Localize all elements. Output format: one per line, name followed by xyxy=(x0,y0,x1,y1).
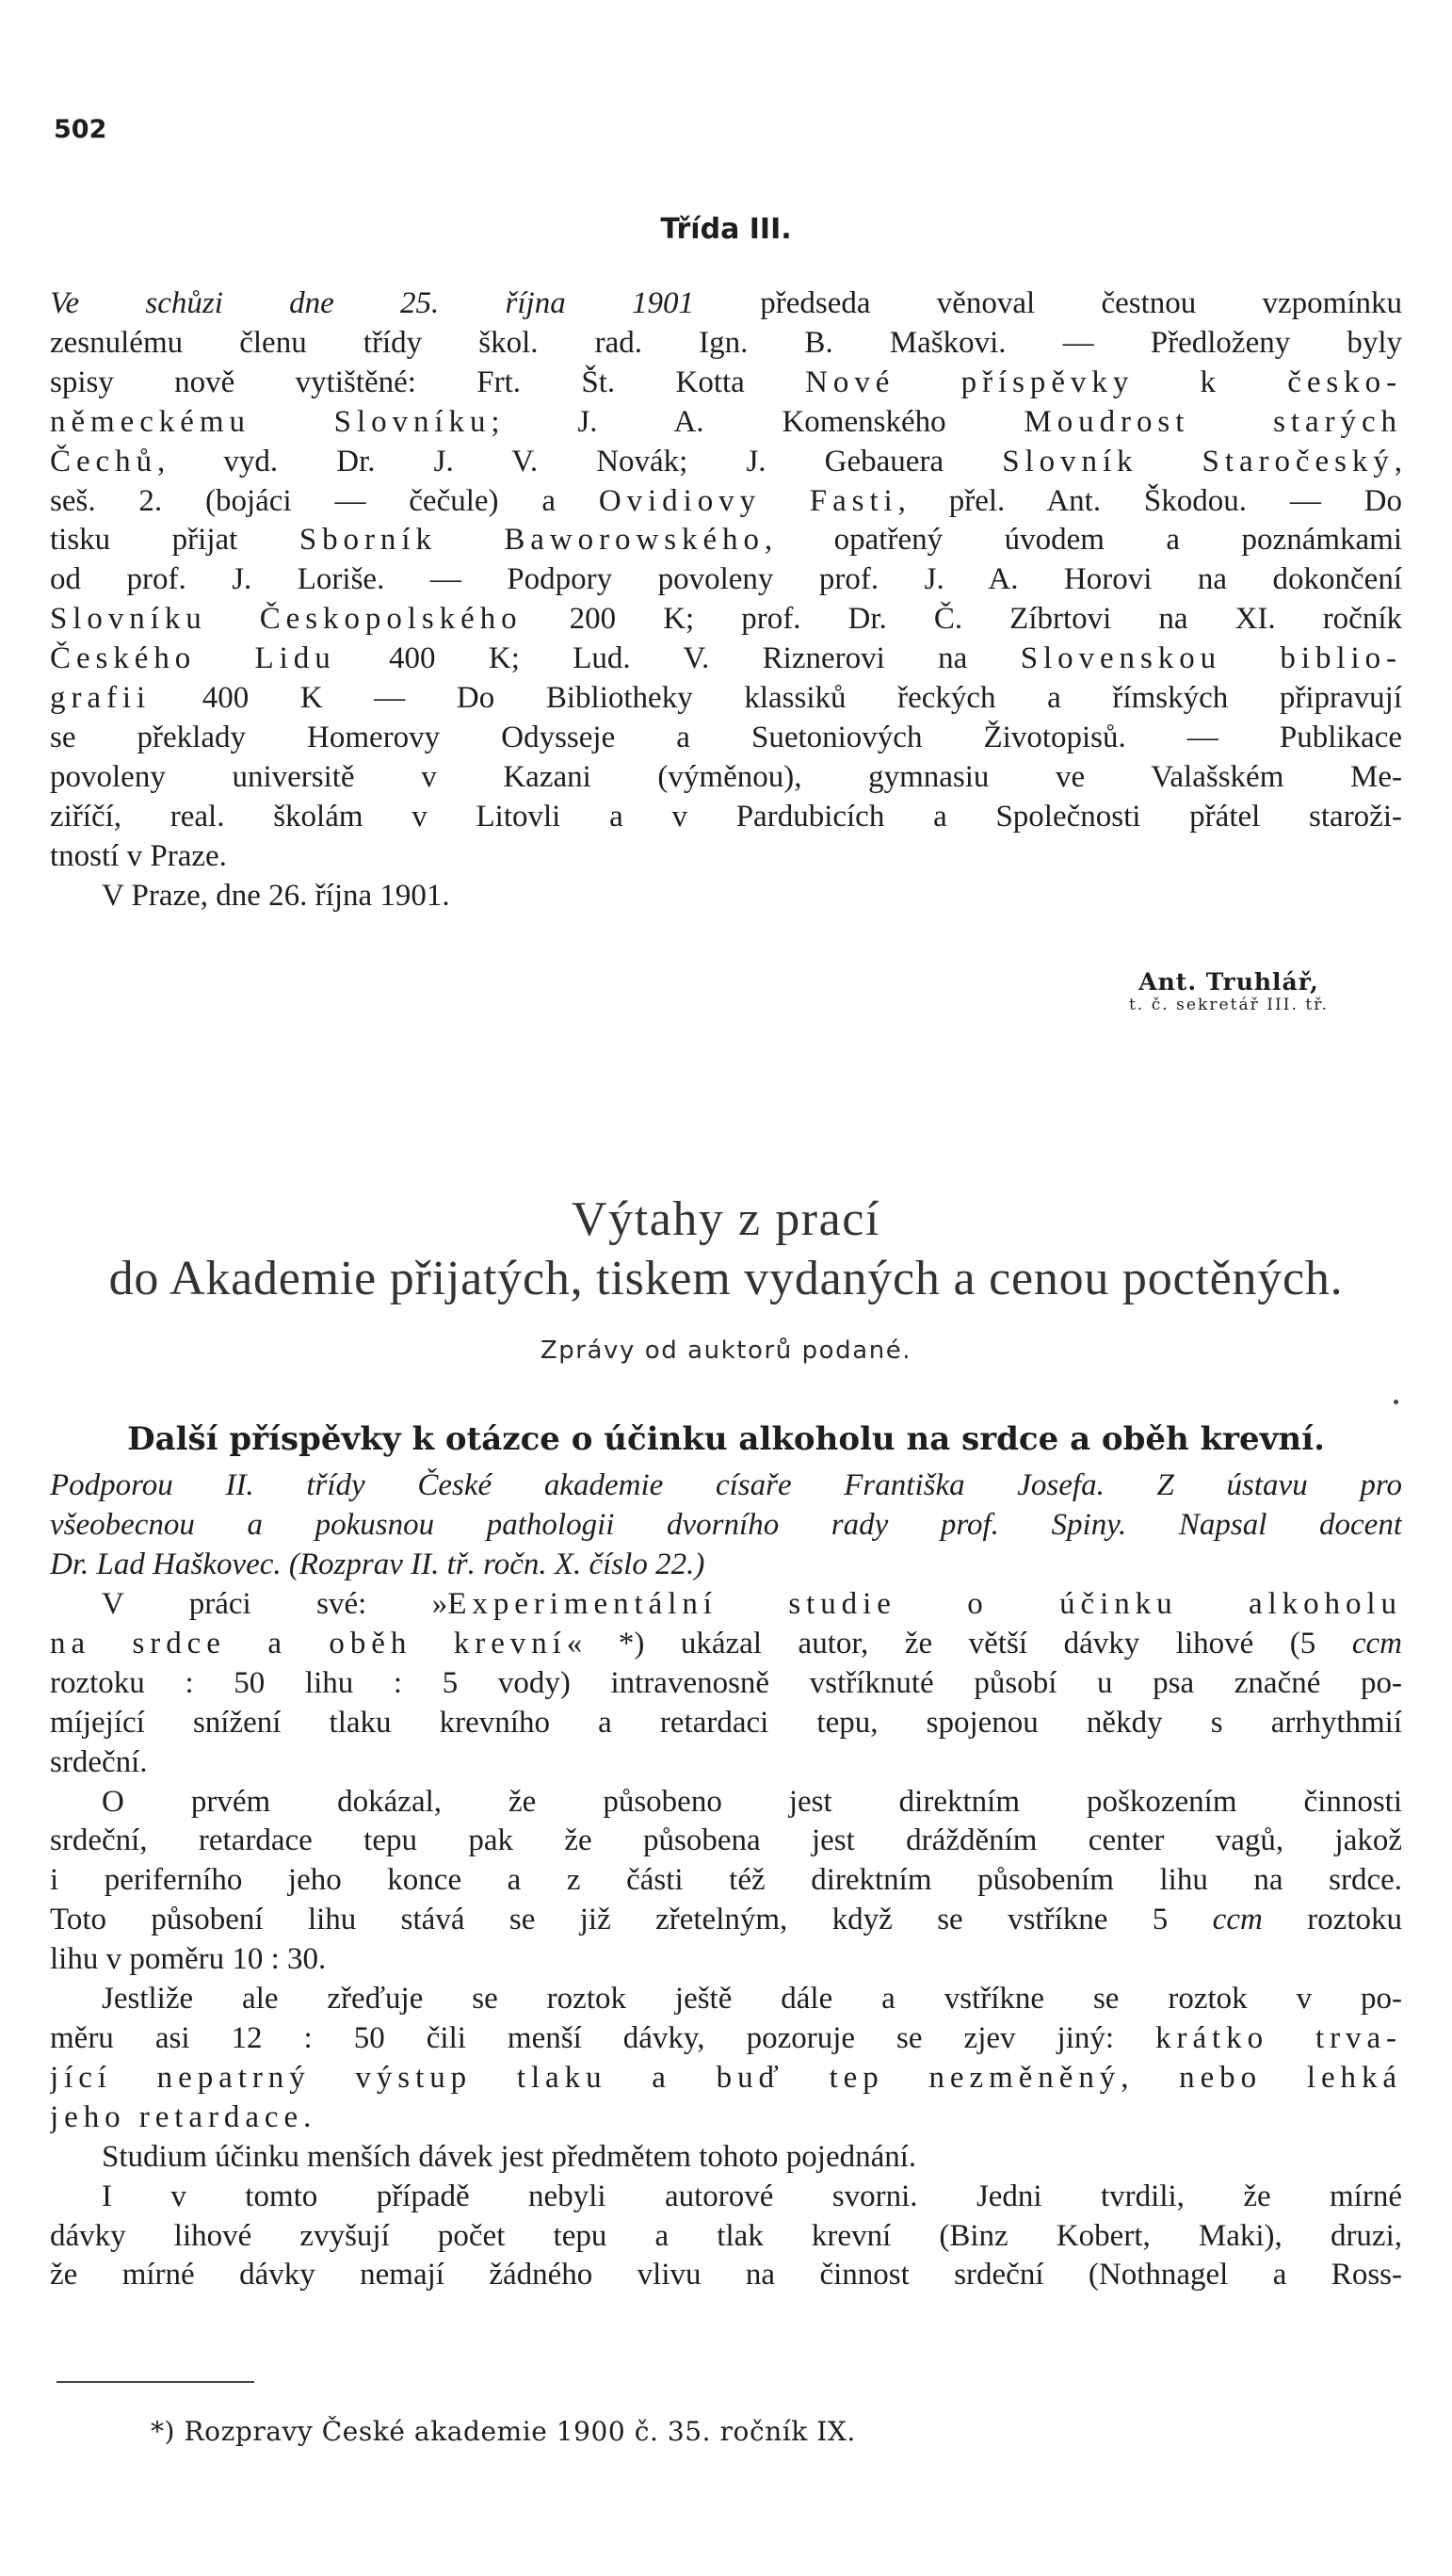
text-run: srdeční, retardace tepu pak že působena jest drážděním center vagů, jakož xyxy=(50,1823,1402,1858)
text-line xyxy=(50,719,1402,758)
text-run: srdeční. xyxy=(50,1744,148,1779)
italic-text: ccm xyxy=(1212,1903,1263,1937)
subtitle-line: Podporou II. třídy České akademie císaře Františka Josefa. Z ústavu pro xyxy=(50,1468,1402,1502)
text-run: V Praze, dne 26. října 1901. xyxy=(102,878,450,913)
subtitle-line: všeobecnou a pokusnou pathologii dvorního rady prof. Spiny. Napsal docent xyxy=(50,1508,1402,1542)
text-line xyxy=(50,482,1402,522)
text-run: Jestliže ale zřeďuje se roztok ještě dále a vstříkne se roztok v po- xyxy=(102,1982,1402,2017)
text-line xyxy=(50,1783,1402,1823)
article-subtitle xyxy=(50,1466,1402,1584)
text-run: tisku přijat xyxy=(50,523,299,558)
spaced-text: krátko trva- xyxy=(1155,2020,1402,2055)
text-run: roztoku xyxy=(1262,1903,1402,1937)
spaced-text: Nové příspěvky k česko- xyxy=(805,365,1402,399)
spaced-text: Ovidiovy Fasti xyxy=(598,483,898,518)
signature-name: Ant. Truhlář, xyxy=(1138,968,1319,996)
text-run: se překlady Homerovy Odysseje a Suetoniových Životopisů. — Publikace xyxy=(50,720,1402,754)
spaced-text: Slovníku Českopolského xyxy=(50,602,523,637)
footnote-rule xyxy=(56,2381,254,2383)
text-run: « *) ukázal autor, že větší dávky lihové (5 xyxy=(566,1626,1352,1661)
text-run: Studium účinku menších dávek jest předmětem tohoto pojednání. xyxy=(102,2139,917,2174)
text-run: . xyxy=(303,2099,312,2134)
text-line xyxy=(50,560,1402,600)
text-line xyxy=(50,1980,1402,2019)
text-run: O prvém dokázal, že působeno jest direktním poškozením činnosti xyxy=(102,1784,1402,1819)
section-title: Výtahy z prací xyxy=(572,1192,880,1246)
text-run: Toto působení lihu stává se již zřetelným, když se vstříkne 5 xyxy=(50,1903,1213,1937)
text-line xyxy=(50,403,1402,443)
text-line xyxy=(50,2256,1402,2295)
italic-text: Ve schůzi dne 25. října 1901 xyxy=(50,286,694,320)
text-line xyxy=(50,2098,1402,2138)
text-run: I v tomto případě nebyli autorové svorni. Jedni tvrdili, že mírné xyxy=(102,2179,1402,2213)
spaced-text: Českého Lidu xyxy=(50,641,336,676)
text-line xyxy=(50,324,1402,364)
text-line xyxy=(50,1822,1402,1861)
spaced-text: Experimentální studie o účinku alkoholu xyxy=(447,1587,1402,1621)
spaced-text: jící nepatrný výstup tlaku a buď tep nezměněný, nebo lehká xyxy=(50,2060,1402,2095)
text-run: ; J. A. Komenského xyxy=(491,404,1024,439)
text-run: ziříčí, real. školám v Litovli a v Pardubicích a Společnosti přátel staroži- xyxy=(50,799,1402,834)
text-run: seš. 2. (bojáci — čečule) a xyxy=(50,483,599,518)
text-run: dávky lihové zvyšují počet tepu a tlak krevní (Binz Kobert, Maki), druzi, xyxy=(50,2218,1402,2253)
text-run: i periferního jeho konce a z části též direktním působením lihu na srdce. xyxy=(50,1863,1402,1898)
text-line xyxy=(50,284,1402,324)
text-line xyxy=(50,758,1402,798)
text-line xyxy=(50,1585,1402,1625)
text-line xyxy=(50,837,1402,877)
spaced-text: Sborník Baworowského xyxy=(298,523,765,558)
text-line xyxy=(50,640,1402,679)
report-body xyxy=(50,284,1402,916)
text-line xyxy=(50,877,1402,916)
spaced-text: Čechů xyxy=(50,444,158,478)
spaced-text: Slovenskou biblio- xyxy=(1020,641,1402,676)
text-run: že mírné dávky nemají žádného vlivu na činnost srdeční (Nothnagel a Ross- xyxy=(50,2258,1402,2292)
text-run: , xyxy=(1394,444,1402,478)
article-body xyxy=(50,1585,1402,2295)
margin-mark xyxy=(1394,1400,1398,1404)
signature-role: t. č. sekretář III. tř. xyxy=(1128,996,1330,1014)
text-run: , vyd. Dr. J. V. Novák; J. Gebauera xyxy=(157,444,1003,478)
subtitle-line: Dr. Lad Haškovec. (Rozprav II. tř. ročn. X. číslo 22.) xyxy=(50,1547,705,1581)
text-line xyxy=(50,1940,1402,1980)
text-run: 400 K — Do Bibliotheky klassiků řeckých a římských připravují xyxy=(151,681,1402,716)
text-run: , opatřený úvodem a poznámkami xyxy=(764,523,1402,558)
text-run: 400 K; Lud. V. Riznerovi na xyxy=(335,641,1021,676)
text-line xyxy=(50,1901,1402,1940)
class-heading: Třída III. xyxy=(660,213,792,246)
text-run: povoleny universitě v Kazani (výměnou), gymnasiu ve Valašském Me- xyxy=(50,759,1402,794)
text-line xyxy=(50,2138,1402,2178)
text-run: 200 K; prof. Dr. Č. Zíbrtovi na XI. ročník xyxy=(522,602,1402,637)
text-line xyxy=(50,2019,1402,2059)
spaced-text: německému Slovníku xyxy=(50,404,492,439)
spaced-text: Slovník Staročeský xyxy=(1002,444,1395,478)
text-line xyxy=(50,443,1402,482)
text-run: roztoku : 50 lihu : 5 vody) intravenosně vstříknuté působí u psa značné po- xyxy=(50,1665,1402,1700)
text-line xyxy=(50,364,1402,403)
italic-text: ccm xyxy=(1351,1626,1402,1661)
text-run: míjející snížení tlaku krevního a retardaci tepu, spojenou někdy s arrhythmií xyxy=(50,1705,1402,1740)
text-line xyxy=(50,521,1402,560)
text-run: předseda věnoval čestnou vzpomínku xyxy=(693,286,1402,320)
section-subtitle: do Akademie přijatých, tiskem vydaných a cenou poctěných. xyxy=(108,1252,1344,1305)
text-line xyxy=(50,1743,1402,1783)
text-line xyxy=(50,1664,1402,1704)
text-line xyxy=(50,600,1402,640)
text-run: od prof. J. Loriše. — Podpory povoleny prof. J. A. Horovi na dokončení xyxy=(50,562,1402,597)
text-run: spisy nově vytištěné: Frt. Št. Kotta xyxy=(50,365,806,399)
page-number: 502 xyxy=(54,115,107,144)
article-title: Další příspěvky k otázce o účinku alkoholu na srdce a oběh krevní. xyxy=(127,1420,1325,1458)
text-line xyxy=(50,2059,1402,2098)
text-line xyxy=(50,679,1402,719)
spaced-text: jeho retardace xyxy=(50,2099,304,2134)
signature xyxy=(1083,968,1375,1014)
footnote: *) Rozpravy České akademie 1900 č. 35. ročník IX. xyxy=(151,2416,856,2447)
text-line xyxy=(50,1625,1402,1664)
text-line xyxy=(50,2178,1402,2217)
text-line xyxy=(50,2217,1402,2257)
text-line xyxy=(50,1861,1402,1901)
section-note: Zprávy od auktorů podané. xyxy=(540,1337,912,1365)
text-line xyxy=(50,798,1402,837)
text-run: , přel. Ant. Škodou. — Do xyxy=(897,483,1402,518)
text-run: V práci své: » xyxy=(102,1587,448,1621)
text-run: zesnulému členu třídy škol. rad. Ign. B. Maškovi. — Předloženy byly xyxy=(50,325,1402,360)
spaced-text: grafii xyxy=(50,681,152,716)
text-run: měru asi 12 : 50 čili menší dávky, pozoruje se zjev jiný: xyxy=(50,2020,1156,2055)
text-run: tností v Praze. xyxy=(50,838,227,873)
spaced-text: na srdce a oběh krevní xyxy=(50,1626,567,1661)
text-run: lihu v poměru 10 : 30. xyxy=(50,1942,327,1977)
spaced-text: Moudrost starých xyxy=(1024,404,1402,439)
text-line xyxy=(50,1704,1402,1743)
